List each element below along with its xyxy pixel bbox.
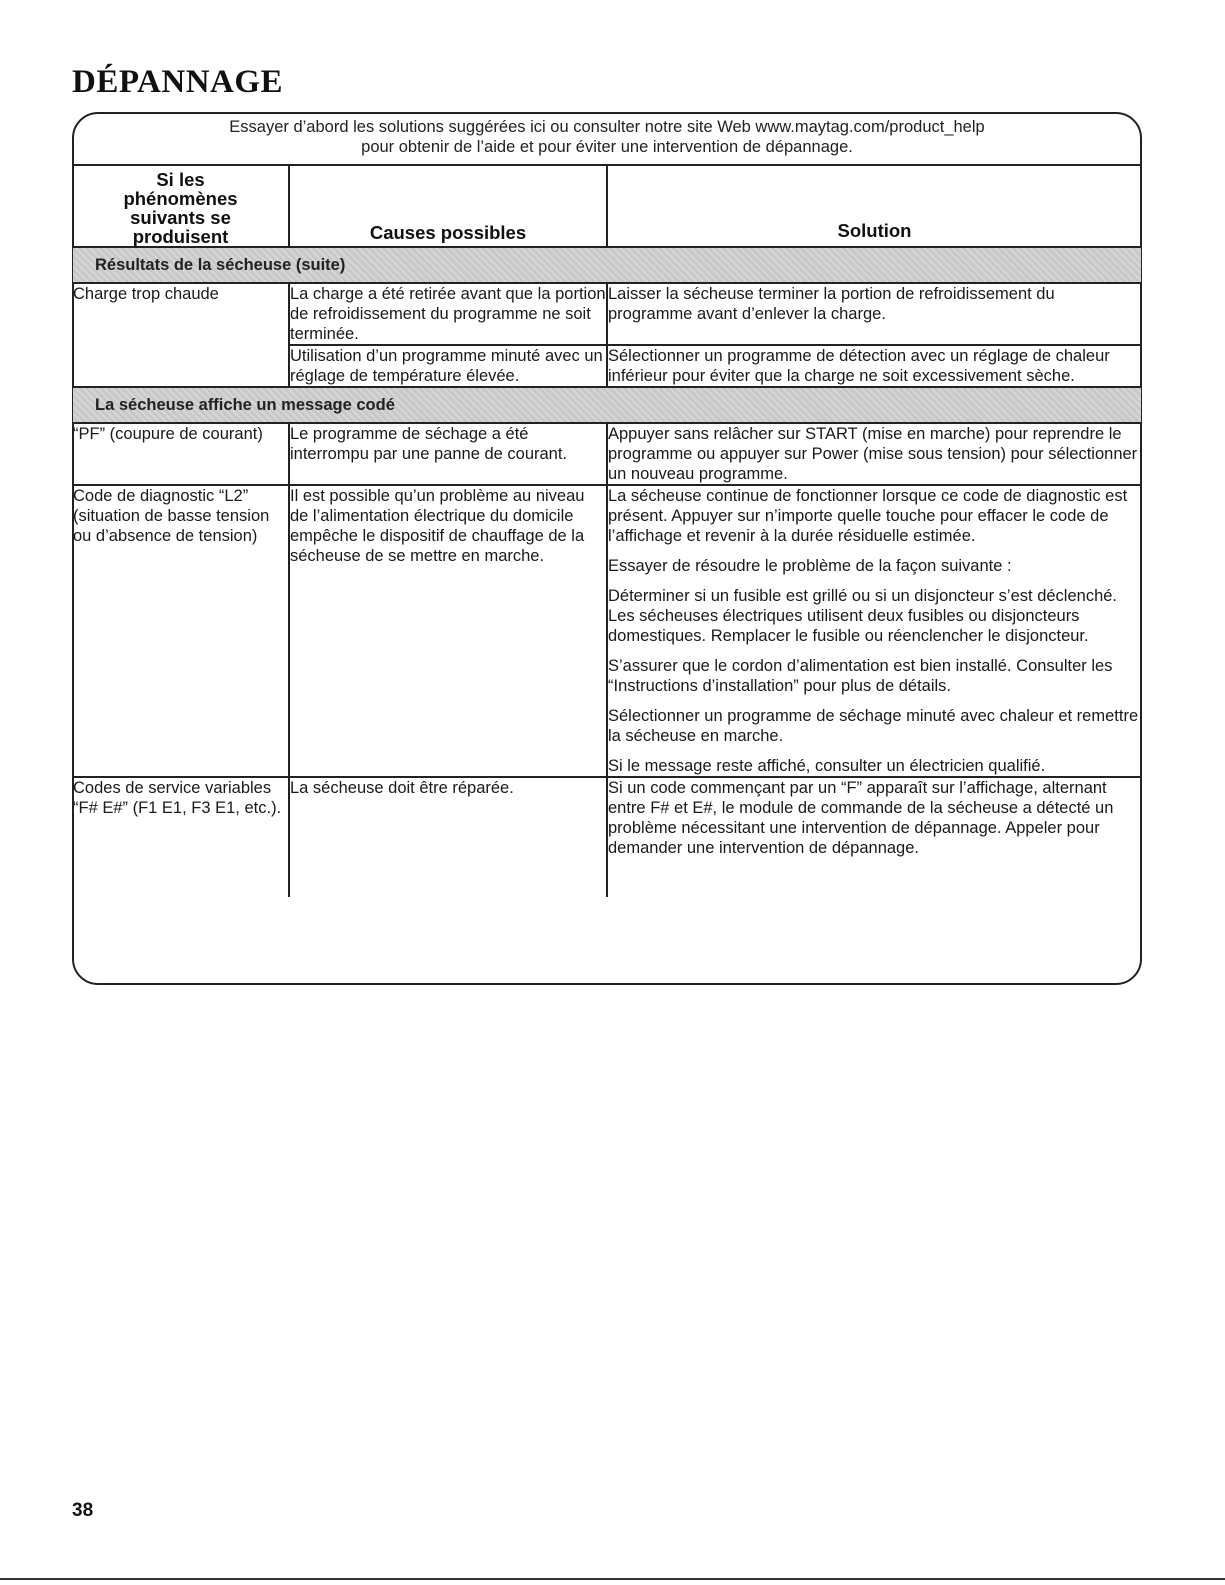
solution-paragraph: Sélectionner un programme de séchage minuté avec chaleur et remettre la sécheuse en marche.	[608, 707, 1139, 745]
solution-paragraph: Déterminer si un fusible est grillé ou si un disjoncteur s’est déclenché. Les sécheuses électriques utilisent deux fusibles ou disjoncteurs domestiques. Remplacer le fusible ou réenclencher le disjoncteur.	[608, 587, 1118, 645]
intro-line-1: Essayer d’abord les solutions suggérées ici ou consulter notre site Web www.maytag.com/product_help	[229, 118, 985, 136]
solution-paragraph: Si le message reste affiché, consulter un électricien qualifié.	[608, 757, 1046, 775]
problem-cell: Code de diagnostic “L2” (situation de basse tension ou d’absence de tension)	[73, 485, 289, 777]
page-title: DÉPANNAGE	[72, 64, 284, 100]
section-row	[73, 387, 1141, 423]
cause-cell: La charge a été retirée avant que la portion de refroidissement du programme ne soit terminée.	[290, 285, 606, 343]
cause-cell: Il est possible qu’un problème au niveau de l’alimentation électrique du domicile empêche le dispositif de chauffage de la sécheuse de se mettre en marche.	[289, 485, 607, 777]
page-number: 38	[72, 1500, 94, 1521]
troubleshooting-table	[73, 164, 1141, 897]
section-title: Résultats de la sécheuse (suite)	[73, 247, 1141, 283]
section-row	[73, 247, 1141, 283]
solution-cell	[607, 423, 1141, 485]
solution-paragraph: Appuyer sans relâcher sur START (mise en marche) pour reprendre le programme ou appuyer sur Power (mise sous tension) pour sélectionner un nouveau programme.	[608, 425, 1138, 483]
table-header-row	[73, 165, 1141, 247]
intro-text	[74, 117, 1140, 157]
cause-cell: Le programme de séchage a été interrompu par une panne de courant.	[289, 423, 607, 485]
solution-paragraph: La sécheuse continue de fonctionner lorsque ce code de diagnostic est présent. Appuyer sur n’importe quelle touche pour effacer le code de l’affichage et revenir à la durée résiduelle estimée.	[608, 487, 1128, 545]
header-solution: Solution	[607, 165, 1141, 247]
intro-line-2: pour obtenir de l’aide et pour éviter une intervention de dépannage.	[361, 138, 853, 156]
solution-paragraph: S’assurer que le cordon d’alimentation est bien installé. Consulter les “Instructions d’installation” pour plus de détails.	[608, 657, 1113, 695]
problem-cell: “PF” (coupure de courant)	[73, 423, 289, 485]
bottom-rule	[0, 1578, 1225, 1580]
problem-cell: Charge trop chaude	[73, 283, 289, 387]
cause-cell: La sécheuse doit être réparée.	[289, 777, 607, 897]
header-problem	[73, 165, 289, 247]
section-title: La sécheuse affiche un message codé	[73, 387, 1141, 423]
problem-cell: Codes de service variables “F# E#” (F1 E1, F3 E1, etc.).	[73, 777, 289, 897]
table-row	[73, 423, 1141, 485]
solution-cell: Sélectionner un programme de détection avec un réglage de chaleur inférieur pour éviter que la charge ne soit excessivement sèche.	[607, 345, 1141, 387]
header-problem-label: Si les phénomènes suivants se produisent	[123, 169, 238, 247]
solution-cell	[607, 777, 1141, 897]
solution-paragraph: Si un code commençant par un “F” apparaît sur l’affichage, alternant entre F# et E#, le module de commande de la sécheuse a détecté un problème nécessitant une intervention de dépannage. Appeler pour demander une intervention de dépannage.	[608, 779, 1114, 857]
table-row	[73, 485, 1141, 777]
table-row	[73, 777, 1141, 897]
table-row	[73, 283, 1141, 345]
solution-cell	[607, 485, 1141, 777]
solution-paragraph: Essayer de résoudre le problème de la façon suivante :	[608, 557, 1012, 575]
cause-cell: Utilisation d’un programme minuté avec un réglage de température élevée.	[289, 345, 607, 387]
solution-cell: Laisser la sécheuse terminer la portion de refroidissement du programme avant d’enlever la charge.	[607, 283, 1141, 345]
header-causes: Causes possibles	[289, 165, 607, 247]
